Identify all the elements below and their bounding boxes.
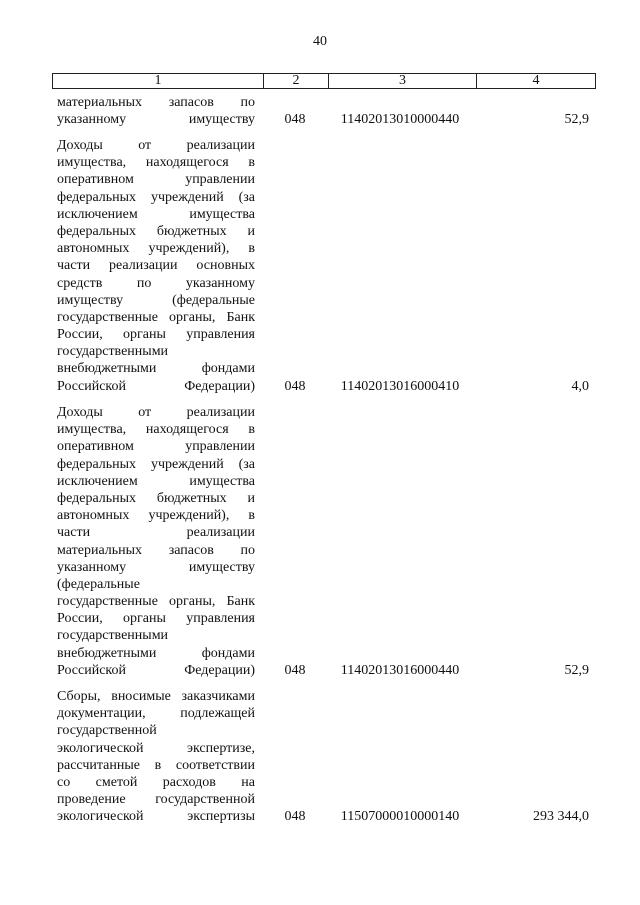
row-description-line: Сборы, вносимые заказчиками [57,689,255,704]
row-description-line: (федеральные [57,576,140,592]
amount-value: 293 344,0 [533,809,589,825]
row-description-line: государственными [57,344,169,360]
row-description-line: указанному имуществу [57,559,255,575]
row-description-line: Российской Федерации) [57,662,255,678]
row-description [57,404,255,679]
row-description-line: указанному имуществу [57,112,255,128]
row-description-line: оперативном управлении [57,439,255,455]
column-header-2: 2 [264,74,329,89]
row-description-line: государственной [57,723,157,739]
column-header-4: 4 [477,74,596,89]
row-description-line: Доходы от реализации [57,405,255,420]
kbk-code: 11402013016000440 [340,663,460,678]
row-description [57,94,255,128]
row-description-line: Российской Федерации) [57,378,255,394]
page-number: 40 [313,34,327,49]
row-description-line: оперативном управлении [57,172,255,188]
kbk-code: 11402013010000440 [340,112,460,128]
row-description-line: федеральных учреждений (за [57,456,255,472]
row-description-line: имуществу (федеральные [57,292,255,308]
row-description-line: автономных учреждений), в [57,508,255,524]
row-description-line: материальных запасов по [57,542,255,558]
admin-code: 048 [284,378,306,394]
row-description-line: федеральных бюджетных и [57,223,255,239]
row-description-line: части реализации основных [57,258,255,274]
row-description-line: средств по указанному [57,275,255,291]
row-description-line: государственные органы, Банк [57,309,255,325]
row-description-line: России, органы управления [57,611,255,627]
row-description-line: со сметой расходов на [57,774,255,790]
row-description-line: имущества, находящегося в [57,155,255,171]
row-description-line: проведение государственной [57,792,255,808]
row-description-line: исключением имущества [57,206,255,222]
column-header-row [53,74,596,89]
amount-value: 52,9 [564,663,589,678]
row-description-line: экологической экспертизе, [57,740,255,756]
admin-code: 048 [284,663,306,678]
row-description-line: государственными [57,628,169,644]
admin-code: 048 [284,112,306,128]
row-description-line: исключением имущества [57,473,255,489]
row-description-line: материальных запасов по [57,95,255,110]
row-description-line: внебюджетными фондами [57,361,255,377]
column-header-table [52,73,596,89]
row-description-line: документации, подлежащей [57,706,255,722]
row-description-line: России, органы управления [57,327,255,343]
row-description-line: федеральных бюджетных и [57,490,255,506]
admin-code: 048 [284,809,306,825]
row-description [57,137,255,395]
column-header-3: 3 [329,74,477,89]
kbk-code: 11507000010000140 [340,809,460,825]
column-header-1: 1 [53,74,264,89]
row-description-line: внебюджетными фондами [57,645,255,661]
kbk-code: 11402013016000410 [340,378,460,394]
row-description-line: государственные органы, Банк [57,594,255,610]
amount-value: 4,0 [571,378,589,394]
amount-value: 52,9 [564,112,589,128]
row-description-line: части реализации [57,525,255,541]
row-description-line: рассчитанные в соответствии [57,757,255,773]
row-description [57,688,255,826]
row-description-line: Доходы от реализации [57,138,255,153]
row-description-line: имущества, находящегося в [57,422,255,438]
row-description-line: автономных учреждений), в [57,241,255,257]
row-description-line: федеральных учреждений (за [57,189,255,205]
row-description-line: экологической экспертизы [57,809,255,825]
